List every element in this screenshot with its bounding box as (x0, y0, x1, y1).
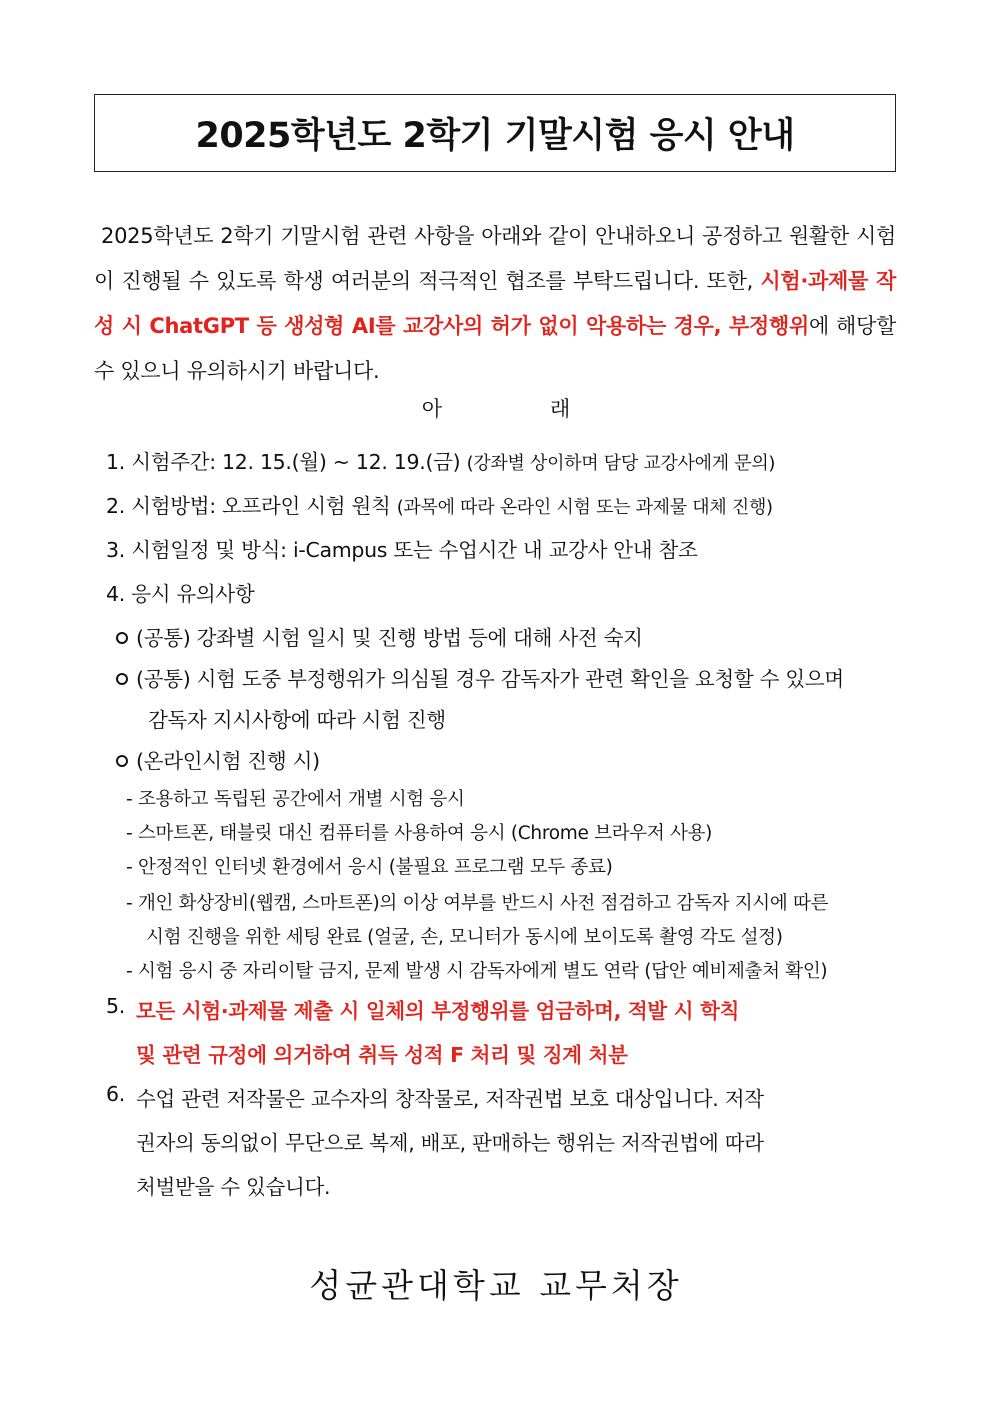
item-4-number: 4. (106, 582, 125, 606)
item-2-label: 시험방법: 오프라인 시험 원칙 (131, 494, 391, 518)
item-1-note: (강좌별 상이하며 담당 교강사에게 문의) (466, 453, 776, 474)
hollow-circle-bullet-icon (116, 632, 128, 644)
item-3-label: 시험일정 및 방식: i-Campus 또는 수업시간 내 교강사 안내 참조 (131, 538, 698, 562)
dash-item-4: - 개인 화상장비(웹캠, 스마트폰)의 이상 여부를 반드시 사전 점검하고 감독자 지시에 따른 (126, 893, 829, 914)
item-2 (106, 489, 773, 519)
item-6-line1: 수업 관련 저작물은 교수자의 창작물로, 저작권법 보호 대상입니다. 저작 (136, 1087, 764, 1111)
item-1-label: 시험주간: 12. 15.(월) ~ 12. 19.(금) (131, 450, 461, 474)
bullet-2-continuation: 감독자 지시사항에 따라 시험 진행 (148, 708, 446, 732)
intro-lead: 2025학년도 2학기 기말시험 관련 사항을 아래와 같이 안내하오니 공정하고 원활한 시험이 진행될 수 있도록 학생 여러분의 적극적인 협조를 부탁드립니다. 또한, (94, 224, 896, 293)
item-6-line2: 권자의 동의없이 무단으로 복제, 배포, 판매하는 행위는 저작권법에 따라 (136, 1131, 764, 1155)
dash-item-4-continuation: 시험 진행을 위한 세팅 완료 (얼굴, 손, 모니터가 동시에 보이도록 촬영 각도 설정) (146, 927, 783, 948)
bullet-1-text: (공통) 강좌별 시험 일시 및 진행 방법 등에 대해 사전 숙지 (136, 626, 643, 650)
dash-item-1: - 조용하고 독립된 공간에서 개별 시험 응시 (126, 789, 465, 810)
dash-item-3: - 안정적인 인터넷 환경에서 응시 (불필요 프로그램 모두 종료) (126, 857, 613, 878)
item-4-label: 응시 유의사항 (131, 582, 255, 606)
item-3 (106, 533, 698, 563)
item-4 (106, 577, 254, 607)
item-5-number: 5. (106, 994, 125, 1018)
item-1 (106, 445, 775, 475)
hollow-circle-bullet-icon (116, 673, 128, 685)
below-heading: 아래 (421, 397, 679, 421)
hollow-circle-bullet-icon (116, 755, 128, 767)
intro-tail: 에 해당할 수 있으니 유의하시기 바랍니다. (94, 314, 896, 383)
item-2-number: 2. (106, 494, 125, 518)
dash-item-2: - 스마트폰, 태블릿 대신 컴퓨터를 사용하여 응시 (Chrome 브라우저 사용) (126, 823, 713, 844)
title-box (94, 94, 896, 172)
intro-warning: 시험·과제물 작성 시 ChatGPT 등 생성형 AI를 교강사의 허가 없이 악용하는 경우, 부정행위 (94, 269, 896, 338)
item-6-number: 6. (106, 1082, 125, 1106)
issuer-signature: 성균관대학교 교무처장 (309, 1266, 683, 1305)
item-1-number: 1. (106, 450, 125, 474)
page-title: 2025학년도 2학기 기말시험 응시 안내 (195, 116, 795, 156)
intro-paragraph (94, 214, 896, 394)
item-6-line3: 처벌받을 수 있습니다. (136, 1175, 331, 1199)
bullet-item-1 (116, 621, 643, 651)
item-2-note: (과목에 따라 온라인 시험 또는 과제물 대체 진행) (396, 497, 773, 518)
bullet-2-text-line1: (공통) 시험 도중 부정행위가 의심될 경우 감독자가 관련 확인을 요청할 수 있으며 (136, 667, 844, 691)
bullet-item-3 (116, 744, 320, 774)
item-5-line2: 및 관련 규정에 의거하여 취득 성적 F 처리 및 징계 처분 (136, 1043, 628, 1067)
bullet-item-2 (116, 662, 844, 692)
item-5-line1: 모든 시험·과제물 제출 시 일체의 부정행위를 엄금하며, 적발 시 학칙 (136, 999, 740, 1023)
item-3-number: 3. (106, 538, 125, 562)
dash-item-5: - 시험 응시 중 자리이탈 금지, 문제 발생 시 감독자에게 별도 연락 (답안 예비제출처 확인) (126, 961, 828, 982)
bullet-3-text: (온라인시험 진행 시) (136, 749, 320, 773)
